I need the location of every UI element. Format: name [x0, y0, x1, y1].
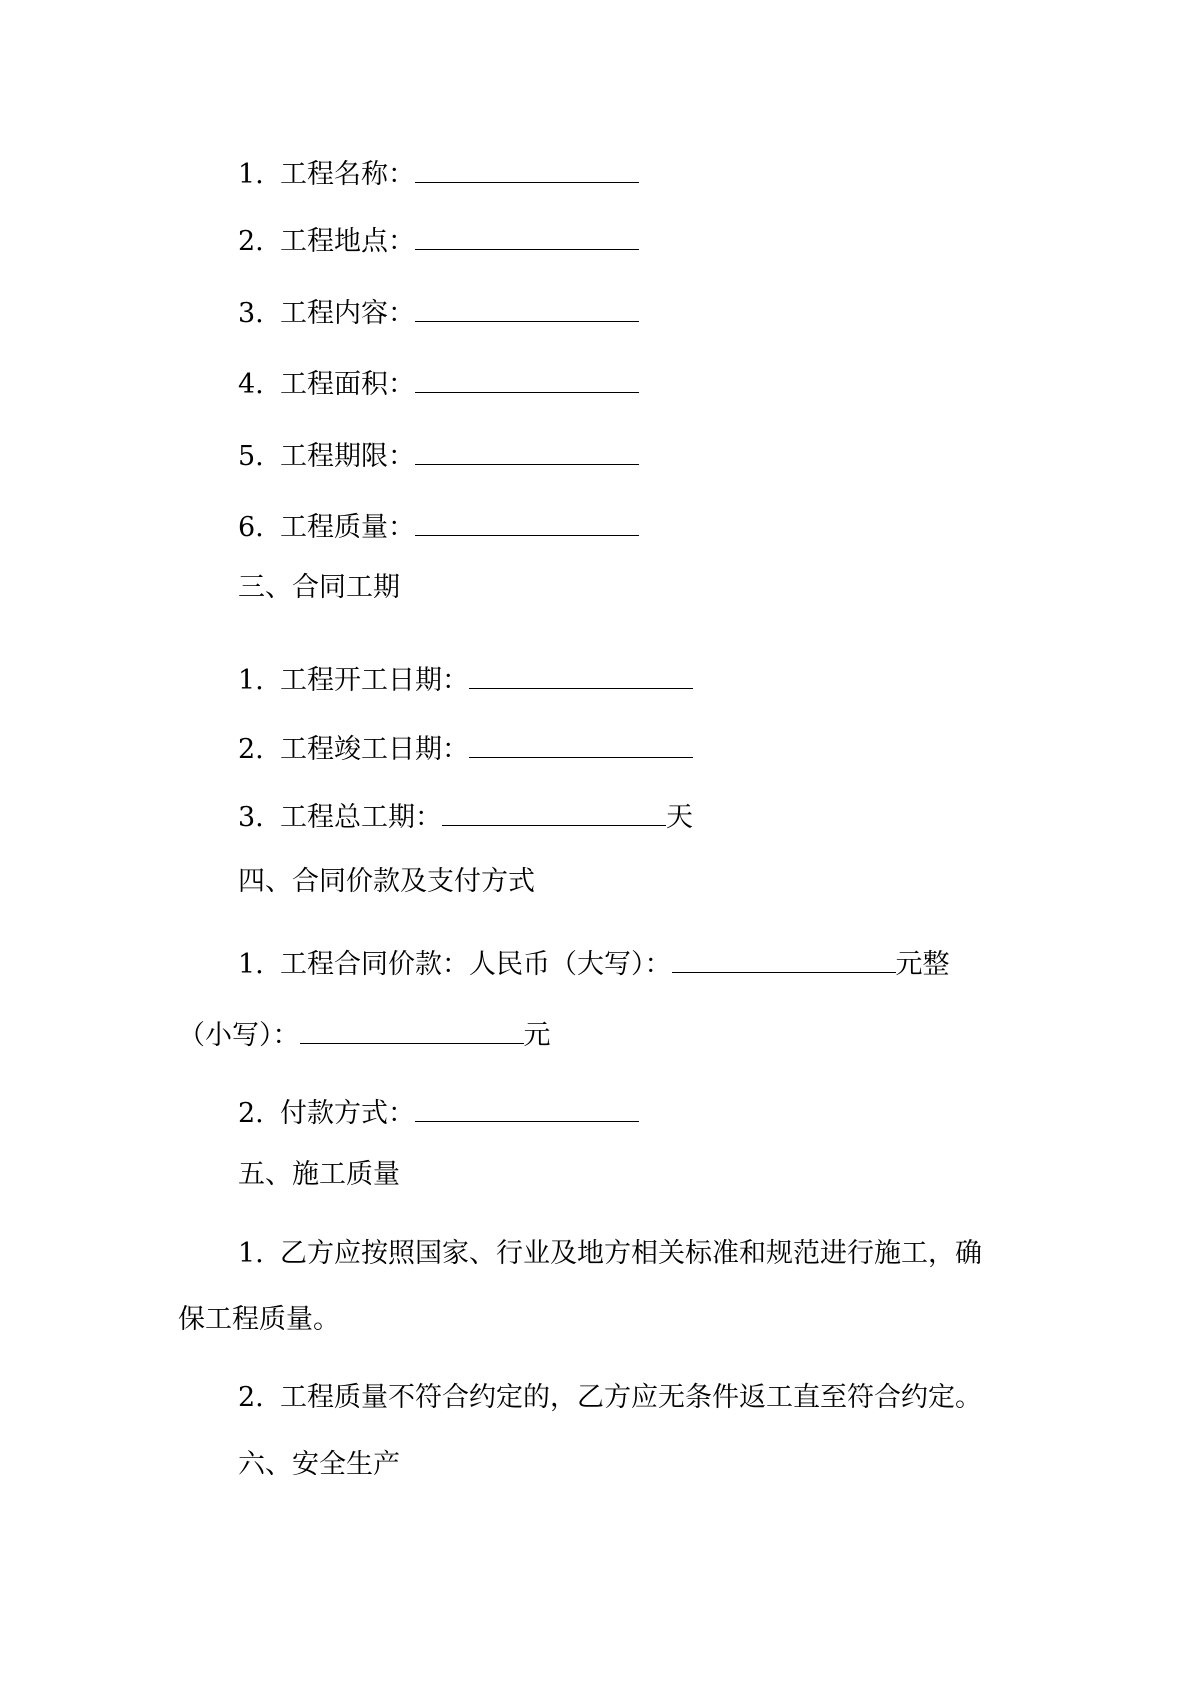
total-duration-line: 3. 工程总工期： 天 [238, 795, 693, 831]
quality-clause-2-line: 2. 工程质量不符合约定的，乙方应无条件返工直至符合约定。 [238, 1382, 982, 1413]
contract-price-lower-line [178, 1013, 551, 1049]
project-content-label: 工程内容： [280, 298, 415, 329]
quality-clause-1-line2: 保工程质量。 [178, 1304, 340, 1335]
project-name-label: 工程名称： [280, 159, 415, 190]
project-quality-line: 6. 工程质量： [238, 505, 639, 541]
start-date-blank[interactable] [469, 658, 693, 689]
completion-date-blank[interactable] [469, 727, 693, 758]
contract-price-lower-label: （小写）： [178, 1020, 300, 1051]
payment-method-label: 付款方式： [280, 1098, 415, 1129]
project-area-label: 工程面积： [280, 369, 415, 400]
completion-date-label: 工程竣工日期： [280, 734, 469, 765]
project-area-blank[interactable] [415, 362, 639, 393]
quality-clause-1-line1: 1. 乙方应按照国家、行业及地方相关标准和规范进行施工，确 [238, 1238, 982, 1269]
project-term-blank[interactable] [415, 434, 639, 465]
payment-method-line: 2. 付款方式： [238, 1091, 639, 1127]
contract-price-lower-unit: 元 [523, 1020, 551, 1051]
project-quality-label: 工程质量： [280, 512, 415, 543]
project-name-blank[interactable] [415, 152, 639, 183]
quality-clause-2-text: 工程质量不符合约定的，乙方应无条件返工直至符合约定。 [280, 1382, 982, 1413]
completion-date-line: 2. 工程竣工日期： [238, 727, 693, 763]
project-quality-blank[interactable] [415, 505, 639, 536]
project-term-line: 5. 工程期限： [238, 434, 639, 470]
contract-price-label: 工程合同价款：人民币（大写）： [280, 949, 672, 980]
project-content-line: 3. 工程内容： [238, 291, 639, 327]
project-location-label: 工程地点： [280, 226, 415, 257]
total-duration-label: 工程总工期： [280, 802, 442, 833]
project-term-label: 工程期限： [280, 441, 415, 472]
section5-heading: 五、施工质量 [238, 1159, 400, 1190]
quality-clause-1-text: 乙方应按照国家、行业及地方相关标准和规范进行施工，确 [280, 1238, 982, 1269]
section6-heading: 六、安全生产 [238, 1449, 400, 1480]
project-content-blank[interactable] [415, 291, 639, 322]
contract-price-lower-blank[interactable] [300, 1013, 524, 1044]
project-area-line: 4. 工程面积： [238, 362, 639, 398]
section4-heading: 四、合同价款及支付方式 [238, 866, 535, 897]
project-location-line: 2. 工程地点： [238, 219, 639, 255]
start-date-label: 工程开工日期： [280, 665, 469, 696]
total-duration-unit: 天 [666, 802, 693, 833]
contract-price-line: 1. 工程合同价款：人民币（大写）： 元整 [238, 942, 950, 978]
start-date-line: 1. 工程开工日期： [238, 658, 693, 694]
contract-price-upper-unit: 元整 [895, 949, 950, 980]
payment-method-blank[interactable] [415, 1091, 639, 1122]
total-duration-blank[interactable] [442, 795, 666, 826]
contract-price-upper-blank[interactable] [672, 942, 896, 973]
section3-heading: 三、合同工期 [238, 572, 400, 603]
project-name-line: 1. 工程名称： [238, 152, 639, 188]
project-location-blank[interactable] [415, 219, 639, 250]
